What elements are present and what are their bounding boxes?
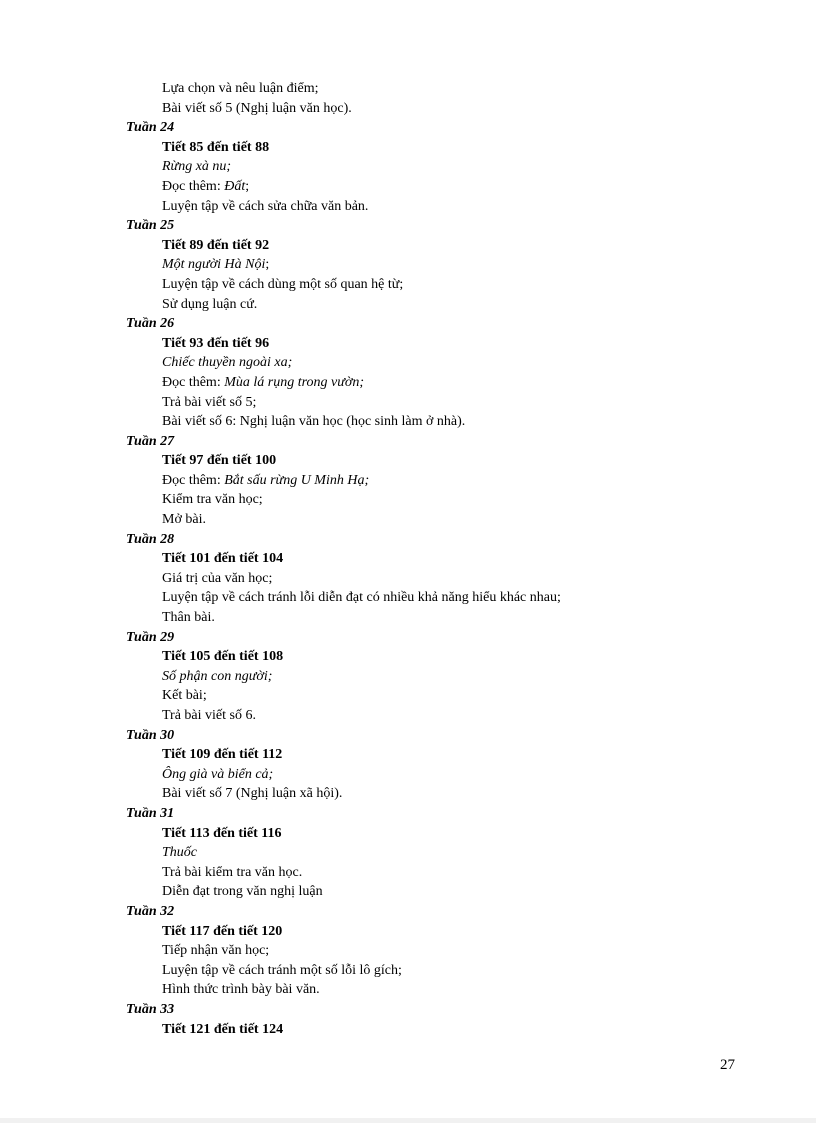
work-title-text: Rừng xà nu; bbox=[162, 159, 232, 175]
lesson-line bbox=[0, 588, 816, 608]
line-text: Đọc thêm: bbox=[162, 178, 225, 194]
lesson-range-text: Tiết 101 đến tiết 104 bbox=[162, 551, 284, 567]
line-text: Bài viết số 7 (Nghị luận xã hội). bbox=[162, 786, 343, 802]
week-heading-text: Tuần 29 bbox=[126, 629, 175, 645]
lesson-line bbox=[0, 471, 816, 491]
lesson-range-text: Tiết 89 đến tiết 92 bbox=[162, 237, 270, 253]
week-heading bbox=[0, 314, 816, 334]
lesson-line bbox=[0, 824, 816, 844]
week-heading-text: Tuần 26 bbox=[126, 316, 175, 332]
lesson-line bbox=[0, 941, 816, 961]
lesson-line bbox=[0, 961, 816, 981]
lesson-line bbox=[0, 451, 816, 471]
week-heading bbox=[0, 530, 816, 550]
lesson-line bbox=[0, 197, 816, 217]
week-heading-text: Tuần 25 bbox=[126, 218, 175, 234]
line-text: Đọc thêm: bbox=[162, 472, 225, 488]
line-text: Trả bài kiểm tra văn học. bbox=[162, 864, 303, 880]
lesson-line bbox=[0, 647, 816, 667]
week-heading bbox=[0, 628, 816, 648]
lesson-line bbox=[0, 79, 816, 99]
lesson-line bbox=[0, 334, 816, 354]
page-number: 27 bbox=[720, 1057, 735, 1073]
week-heading-text: Tuần 27 bbox=[126, 433, 175, 449]
lesson-line bbox=[0, 412, 816, 432]
line-text: Sử dụng luận cứ. bbox=[162, 296, 258, 312]
week-heading bbox=[0, 1000, 816, 1020]
lesson-line bbox=[0, 922, 816, 942]
work-title-text: Đất bbox=[224, 178, 246, 194]
week-heading-text: Tuần 33 bbox=[126, 1001, 175, 1017]
week-heading-text: Tuần 30 bbox=[126, 727, 175, 743]
lesson-range-text: Tiết 113 đến tiết 116 bbox=[162, 825, 282, 841]
lesson-line bbox=[0, 882, 816, 902]
line-text: Lựa chọn và nêu luận điểm; bbox=[162, 81, 319, 96]
line-text: Luyện tập về cách dùng một số quan hệ từ; bbox=[162, 276, 404, 292]
lesson-range-text: Tiết 93 đến tiết 96 bbox=[162, 335, 270, 351]
lesson-line bbox=[0, 843, 816, 863]
lesson-line bbox=[0, 1020, 816, 1040]
lesson-line bbox=[0, 863, 816, 883]
lesson-line bbox=[0, 608, 816, 628]
lesson-line bbox=[0, 569, 816, 589]
week-heading bbox=[0, 902, 816, 922]
lesson-line bbox=[0, 138, 816, 158]
work-title-text: Thuốc bbox=[162, 845, 197, 861]
lesson-line bbox=[0, 295, 816, 315]
line-text: Tiếp nhận văn học; bbox=[162, 943, 270, 959]
work-title-text: Số phận con người; bbox=[162, 668, 273, 684]
lesson-line bbox=[0, 706, 816, 726]
lesson-line bbox=[0, 980, 816, 1000]
work-title-text: Chiếc thuyền ngoài xa; bbox=[162, 355, 293, 371]
week-heading bbox=[0, 432, 816, 452]
line-text: Kiểm tra văn học; bbox=[162, 492, 263, 508]
lesson-line bbox=[0, 765, 816, 785]
lesson-line bbox=[0, 686, 816, 706]
lesson-line bbox=[0, 353, 816, 373]
line-text: Mở bài. bbox=[162, 512, 206, 528]
week-heading-text: Tuần 32 bbox=[126, 903, 175, 919]
line-text: Kết bài; bbox=[162, 688, 207, 704]
document-body bbox=[0, 79, 816, 1039]
week-heading bbox=[0, 118, 816, 138]
line-text: Đọc thêm: bbox=[162, 374, 225, 390]
lesson-line bbox=[0, 373, 816, 393]
lesson-line bbox=[0, 667, 816, 687]
line-text: Luyện tập về cách tránh lỗi diễn đạt có nhiều khả năng hiểu khác nhau; bbox=[162, 590, 561, 606]
lesson-line bbox=[0, 490, 816, 510]
line-text: ; bbox=[245, 178, 250, 194]
line-text: Giá trị của văn học; bbox=[162, 570, 273, 586]
week-heading-text: Tuần 31 bbox=[126, 805, 175, 821]
lesson-range-text: Tiết 121 đến tiết 124 bbox=[162, 1021, 284, 1037]
line-text: Bài viết số 6: Nghị luận văn học (học sinh làm ở nhà). bbox=[162, 414, 466, 430]
line-text: ; bbox=[265, 257, 270, 273]
week-heading bbox=[0, 216, 816, 236]
line-text: Trả bài viết số 5; bbox=[162, 394, 257, 410]
line-text: Bài viết số 5 (Nghị luận văn học). bbox=[162, 100, 352, 116]
page-bottom-edge bbox=[0, 1118, 816, 1123]
work-title-text: Một người Hà Nội bbox=[162, 257, 266, 273]
lesson-line bbox=[0, 99, 816, 119]
lesson-line bbox=[0, 177, 816, 197]
line-text: Thân bài. bbox=[162, 610, 215, 626]
line-text: Luyện tập về cách sửa chữa văn bản. bbox=[162, 198, 369, 214]
week-heading-text: Tuần 24 bbox=[126, 120, 175, 136]
lesson-line bbox=[0, 745, 816, 765]
lesson-range-text: Tiết 109 đến tiết 112 bbox=[162, 747, 283, 763]
lesson-line bbox=[0, 255, 816, 275]
lesson-line bbox=[0, 275, 816, 295]
line-text: Diễn đạt trong văn nghị luận bbox=[162, 884, 323, 900]
lesson-line bbox=[0, 236, 816, 256]
line-text: Luyện tập về cách tránh một số lỗi lô gích; bbox=[162, 962, 402, 978]
lesson-range-text: Tiết 85 đến tiết 88 bbox=[162, 139, 270, 155]
work-title-text: Bắt sấu rừng U Minh Hạ; bbox=[224, 472, 370, 488]
lesson-line bbox=[0, 393, 816, 413]
lesson-line bbox=[0, 549, 816, 569]
week-heading bbox=[0, 804, 816, 824]
week-heading bbox=[0, 726, 816, 746]
work-title-text: Ông già và biển cả; bbox=[162, 766, 274, 782]
lesson-line bbox=[0, 510, 816, 530]
line-text: Hình thức trình bày bài văn. bbox=[162, 982, 320, 998]
line-text: Trả bài viết số 6. bbox=[162, 708, 256, 723]
lesson-line bbox=[0, 784, 816, 804]
lesson-range-text: Tiết 117 đến tiết 120 bbox=[162, 923, 283, 939]
week-heading-text: Tuần 28 bbox=[126, 531, 175, 547]
work-title-text: Mùa lá rụng trong vườn; bbox=[224, 374, 365, 390]
lesson-line bbox=[0, 157, 816, 177]
lesson-range-text: Tiết 97 đến tiết 100 bbox=[162, 453, 277, 469]
lesson-range-text: Tiết 105 đến tiết 108 bbox=[162, 649, 284, 665]
